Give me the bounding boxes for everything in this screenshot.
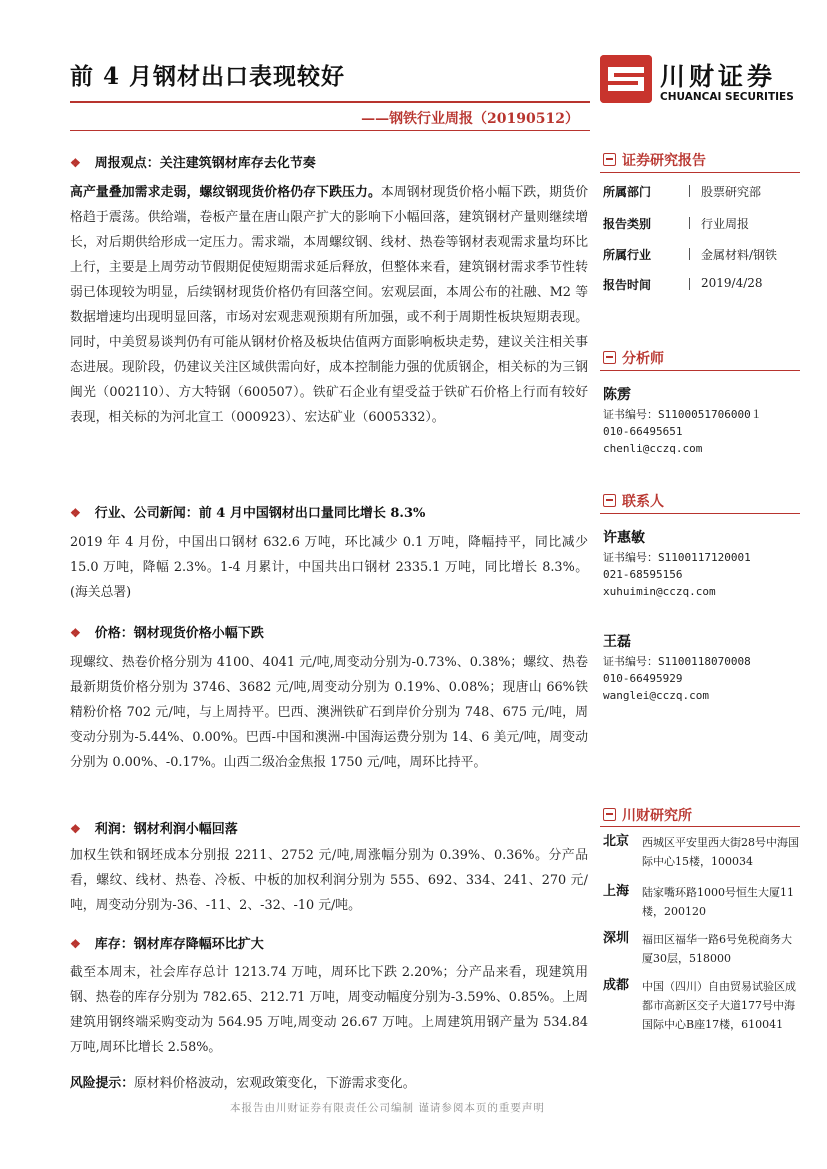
section-body-inventory: 截至本周末，社会库存总计 1213.74 万吨，周环比下跌 2.20%；分产品来看，现建筑用钢、热卷的库存分别为 782.65、212.71 万吨，周变动幅度分别为-3.59%、0.85%。上周建筑用钢终端采购变动为 564.95 万吨,周变动 26.67 万吨。上周建筑用钢产量为 534.84 万吨,周环比增长 2.58%。 <box>70 965 588 1055</box>
office-city: 深圳 <box>603 931 630 946</box>
office-city: 北京 <box>603 834 630 849</box>
section-heading-view: ❖ 周报观点：关注建筑钢材库存去化节奏 <box>70 156 316 171</box>
contact-email[interactable]: xuhuimin@cczq.com <box>603 585 716 598</box>
sidebar-rule <box>600 172 800 173</box>
office-city: 上海 <box>603 884 630 899</box>
diamond-bullet-icon: ❖ <box>70 937 81 951</box>
contact-email[interactable]: wanglei@cczq.com <box>603 689 709 702</box>
office-address: 陆家嘴环路1000号恒生大厦11楼，200120 <box>642 886 794 918</box>
section-heading-inventory: ❖ 库存：钢材库存降幅环比扩大 <box>70 937 264 952</box>
diamond-bullet-icon: ❖ <box>70 506 81 520</box>
info-row-date: 报告时间 2019/4/28 <box>603 276 763 292</box>
lead-sentence: 高产量叠加需求走弱，螺纹钢现货价格仍存下跌压力。 <box>70 185 381 200</box>
section-body-news: 2019 年 4 月份，中国出口钢材 632.6 万吨，环比减少 0.1 万吨，降幅持平，同比减少 15.0 万吨，降幅 2.3%。1-4 月累计，中国共出口钢材 2335.1 万吨，同比增长 8.3%。(海关总署) <box>70 535 588 600</box>
section-heading-price: ❖ 价格：钢材现货价格小幅下跌 <box>70 626 264 641</box>
logo-mark-icon <box>600 55 652 103</box>
office-address: 福田区福华一路6号免税商务大厦30层，518000 <box>642 933 792 965</box>
office-city: 成都 <box>603 978 630 993</box>
header-rule-top <box>70 101 590 103</box>
info-row-category: 报告类别 行业周报 <box>603 217 750 231</box>
company-logo <box>600 55 800 110</box>
info-row-industry: 所属行业 金属材料/钢铁 <box>603 248 778 262</box>
contact-phone: 021-68595156 <box>603 568 683 581</box>
contact-name: 许惠敏 <box>603 530 645 546</box>
risk-warning: 风险提示：原材料价格波动，宏观政策变化，下游需求变化。 <box>70 1076 416 1091</box>
analyst-cert: 证书编号：S1100051706000１ <box>603 408 762 421</box>
section-body-profit: 加权生铁和钢坯成本分别报 2211、2752 元/吨,周涨幅分别为 0.39%、0.36%。分产品看，螺纹、线材、热卷、冷板、中板的加权利润分别为 555、692、334、241、270 元/吨，周变动分别为-36、-11、2、-32、-10 元/吨。 <box>70 848 588 913</box>
sidebar-rule <box>600 826 800 827</box>
sidebar-rule <box>600 370 800 371</box>
sidebar-heading-contact: 联系人 <box>603 491 664 511</box>
section-square-icon <box>603 494 616 507</box>
section-body-view: 高产量叠加需求走弱，螺纹钢现货价格仍存下跌压力。本周钢材现货价格小幅下跌，期货价格趋于震荡。供给端，卷板产量在唐山限产扩大的影响下小幅回落，建筑钢材产量则继续增长，对后期供给形成一定压力。需求端，本周螺纹钢、线材、热卷等钢材表观需求量均环比上行，主要是上周劳动节假期促使短期需求延后释放，但整体来看，建筑钢材需求季节性转弱已体现较为明显，后续钢材现货价格仍有回落空间。宏观层面，本周公布的社融、M2 等数据增速均出现明显回落，市场对宏观悲观预期有所加强，或不利于周期性板块短期表现。同时，中美贸易谈判仍有可能从钢材价格及板块估值两方面影响板块走势，建议关注相关事态进展。现阶段，仍建议关注区域供需向好，成本控制能力强的优质钢企，相关标的为三钢闽光（002110）、方大特钢（600507）。铁矿石企业有望受益于铁矿石价格上行而有较好表现，相关标的为河北宣工（000923）、宏达矿业（6005332）。 <box>70 185 589 425</box>
diamond-bullet-icon: ❖ <box>70 626 81 640</box>
contact-cert: 证书编号：S1100118070008 <box>603 655 751 668</box>
report-title: 前 4 月钢材出口表现较好 <box>70 63 346 90</box>
section-heading-news: ❖ 行业、公司新闻：前 4 月中国钢材出口量同比增长 8.3% <box>70 506 426 521</box>
page-footer-disclaimer: 本报告由川财证券有限责任公司编制 谨请参阅本页的重要声明 <box>230 1102 545 1114</box>
analyst-phone: 010-66495651 <box>603 425 683 438</box>
section-square-icon <box>603 808 616 821</box>
logo-chinese-name: 川财证券 <box>660 62 777 91</box>
section-heading-profit: ❖ 利润：钢材利润小幅回落 <box>70 822 238 837</box>
office-address: 中国（四川）自由贸易试验区成都市高新区交子大道177号中海国际中心B座17楼，610041 <box>642 980 796 1031</box>
diamond-bullet-icon: ❖ <box>70 156 81 170</box>
diamond-bullet-icon: ❖ <box>70 822 81 836</box>
analyst-card <box>603 384 762 457</box>
office-address: 西城区平安里西大街28号中海国际中心15楼，100034 <box>642 836 799 868</box>
contact-card <box>603 631 751 704</box>
report-subtitle: ——钢铁行业周报（20190512） <box>361 111 579 127</box>
contact-name: 王磊 <box>603 634 631 650</box>
sidebar-rule <box>600 513 800 514</box>
logo-english-name: CHUANCAI SECURITIES <box>660 91 794 103</box>
analyst-name: 陈雳 <box>603 387 631 403</box>
section-square-icon <box>603 351 616 364</box>
sidebar-heading-analyst: 分析师 <box>603 348 664 368</box>
sidebar-heading-report: 证券研究报告 <box>603 150 706 170</box>
section-square-icon <box>603 153 616 166</box>
sidebar-heading-institute: 川财研究所 <box>603 805 692 825</box>
info-row-department: 所属部门 股票研究部 <box>603 185 762 199</box>
analyst-email[interactable]: chenli@cczq.com <box>603 442 703 455</box>
contact-phone: 010-66495929 <box>603 672 683 685</box>
section-body-price: 现螺纹、热卷价格分别为 4100、4041 元/吨,周变动分别为-0.73%、0.38%；螺纹、热卷最新期货价格分别为 3746、3682 元/吨,周变动分别为 0.19%、0.08%；现唐山 66%铁精粉价格 702 元/吨，与上周持平。巴西、澳洲铁矿石到岸价分别为 748、675 元/吨，周变动分别为-5.44%、0.00%。巴西-中国和澳洲-中国海运费分别为 14、6 美元/吨，周变动分别为 0.00%、-0.17%。山西二级冶金焦报 1750 元/吨，周环比持平。 <box>70 655 588 770</box>
header-rule-bottom <box>70 130 590 131</box>
contact-cert: 证书编号：S1100117120001 <box>603 551 751 564</box>
contact-card <box>603 527 751 600</box>
